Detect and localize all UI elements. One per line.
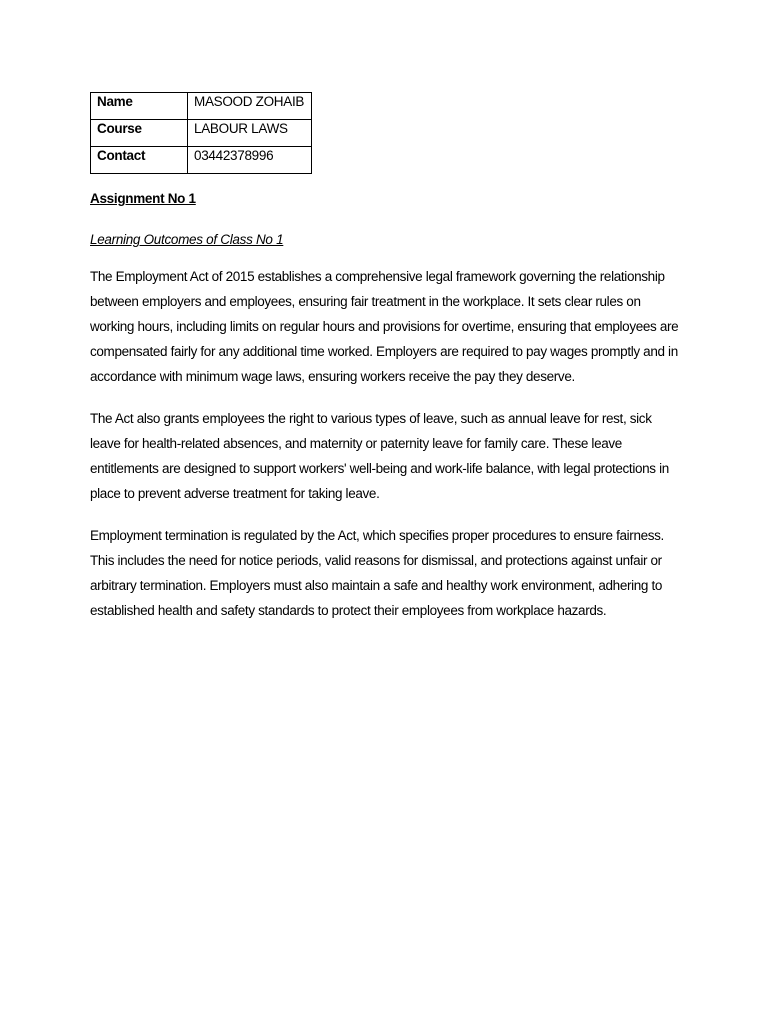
table-row [91, 147, 312, 174]
paragraph-3: Employment termination is regulated by the Act, which specifies proper procedures to ensure fairness. This includes the need for notice periods, valid reasons for dismissal, and protections against unfair or arbitrary termination. Employers must also maintain a safe and healthy work environment, adhering to established health and safety standards to protect their employees from workplace hazards. [90, 528, 664, 618]
document-page [90, 92, 690, 637]
name-label: Name [91, 93, 188, 120]
table-row [91, 120, 312, 147]
paragraph-2: The Act also grants employees the right to various types of leave, such as annual leave for rest, sick leave for health-related absences, and maternity or paternity leave for family care. These leave entitlements are designed to support workers' well-being and work-life balance, with legal protections in place to prevent adverse treatment for taking leave. [90, 411, 669, 501]
table-row [91, 93, 312, 120]
name-value: MASOOD ZOHAIB [188, 93, 312, 120]
assignment-heading: Assignment No 1 [90, 191, 196, 206]
course-value: LABOUR LAWS [188, 120, 312, 147]
contact-label: Contact [91, 147, 188, 174]
student-info-table [90, 92, 312, 174]
learning-outcomes-subheading: Learning Outcomes of Class No 1 [90, 232, 284, 247]
course-label: Course [91, 120, 188, 147]
paragraph-1: The Employment Act of 2015 establishes a comprehensive legal framework governing the relationship between employers and employees, ensuring fair treatment in the workplace. It sets clear rules on working hours, including limits on regular hours and provisions for overtime, ensuring that employees are compensated fairly for any additional time worked. Employers are required to pay wages promptly and in accordance with minimum wage laws, ensuring workers receive the pay they deserve. [90, 269, 679, 384]
contact-value: 03442378996 [188, 147, 312, 174]
